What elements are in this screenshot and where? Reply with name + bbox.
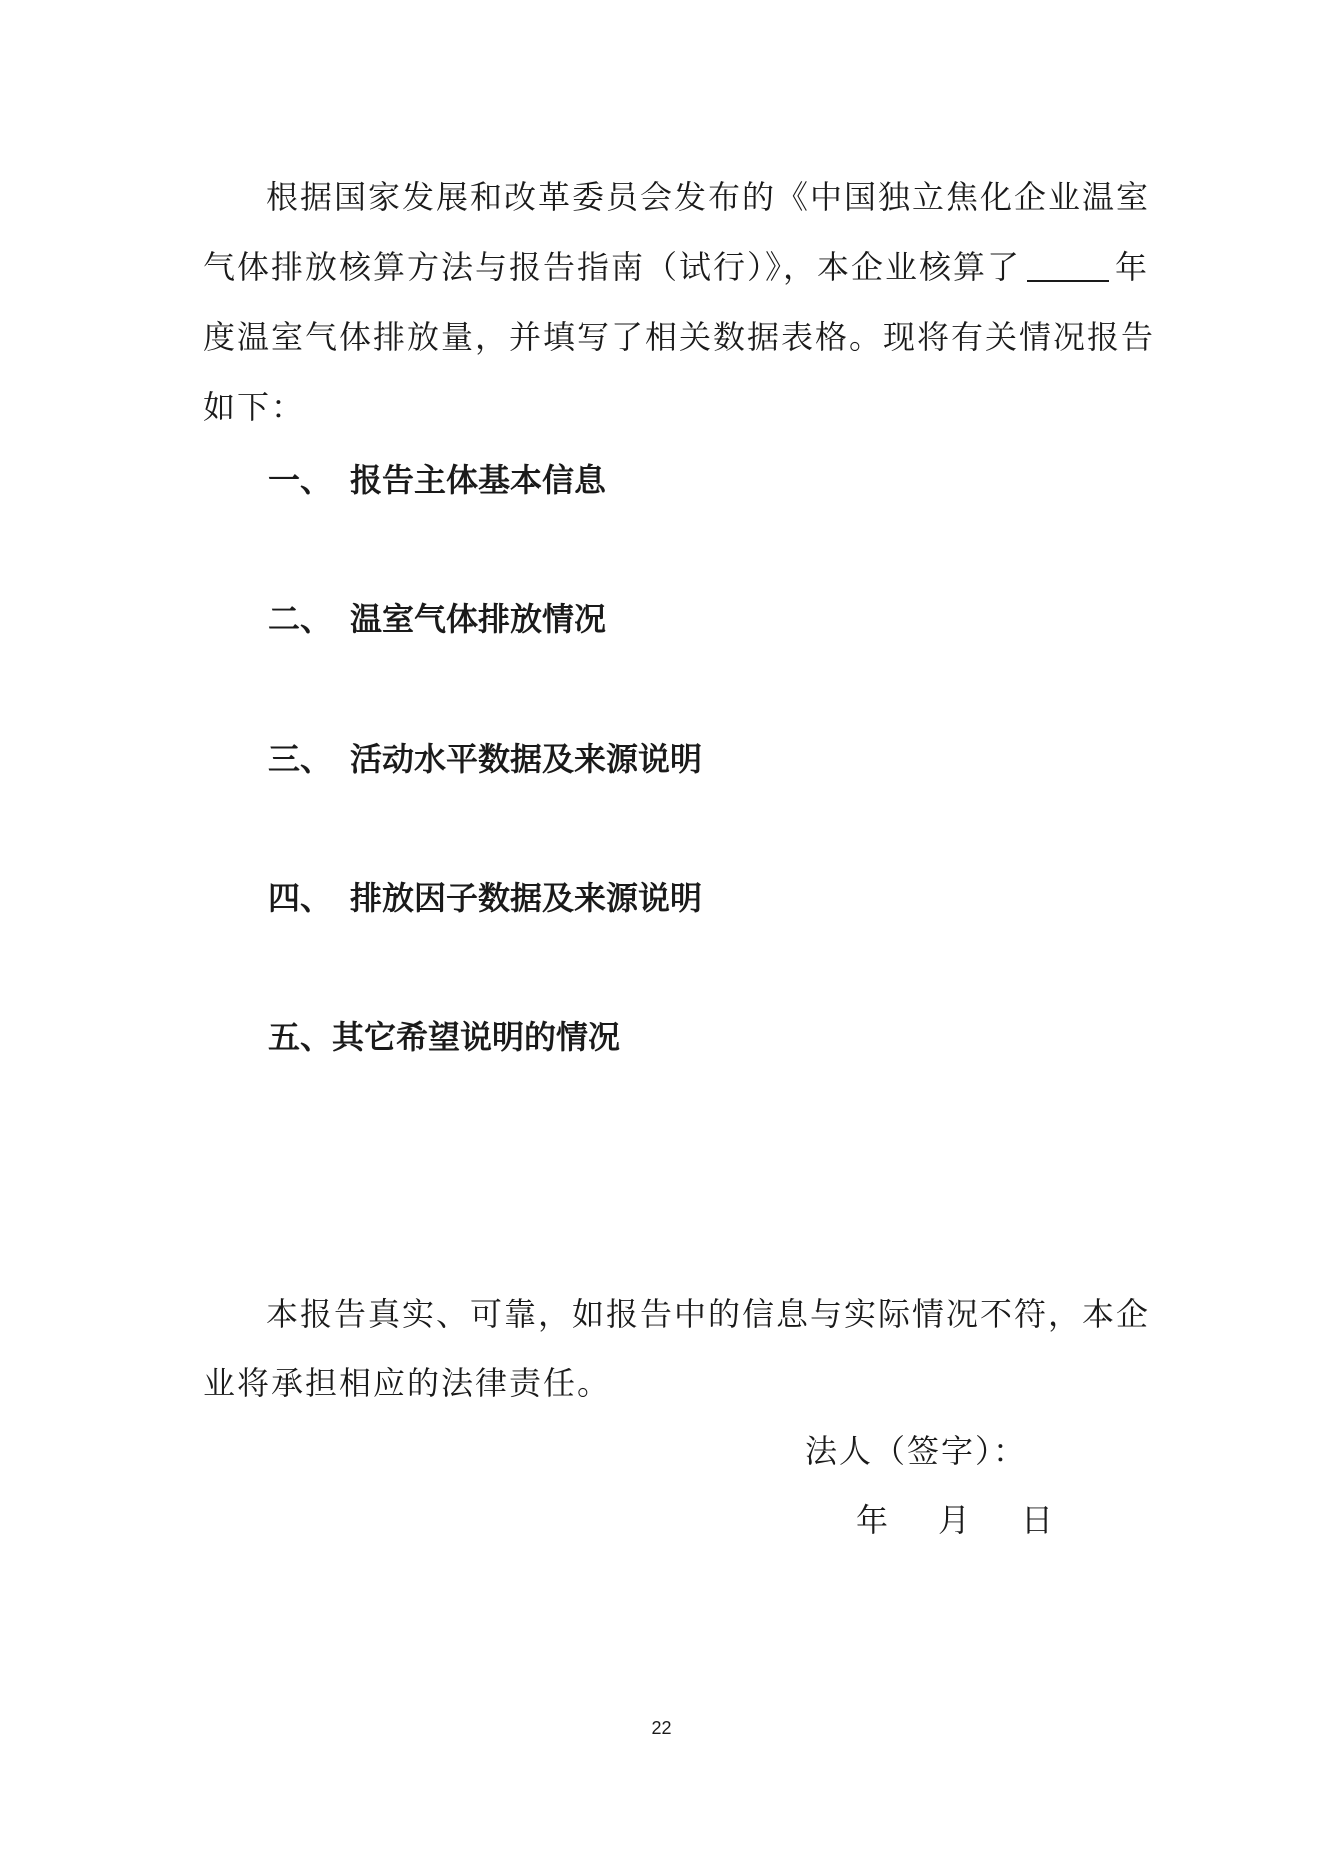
section-heading-2 bbox=[268, 594, 606, 640]
declaration-line-1: 本报告真实、可靠，如报告中的信息与实际情况不符，本企 bbox=[266, 1295, 1151, 1333]
section-heading-5 bbox=[268, 1012, 620, 1058]
section-number: 五、 bbox=[268, 1018, 333, 1056]
section-heading-3 bbox=[268, 734, 702, 780]
page-number: 22 bbox=[651, 1718, 672, 1738]
legal-representative-signature-label: 法人（签字）： bbox=[805, 1432, 1028, 1470]
date-day-label: 日 bbox=[1021, 1501, 1054, 1539]
section-title: 报告主体基本信息 bbox=[350, 461, 607, 499]
intro-line-3: 度温室气体排放量，并填写了相关数据表格。现将有关情况报告 bbox=[203, 318, 1156, 356]
intro-line-1: 根据国家发展和改革委员会发布的《中国独立焦化企业温室 bbox=[266, 178, 1151, 216]
section-heading-4 bbox=[268, 873, 702, 919]
section-number: 三、 bbox=[268, 740, 333, 778]
section-title: 温室气体排放情况 bbox=[350, 600, 607, 638]
section-heading-1 bbox=[268, 455, 606, 501]
year-blank-field bbox=[1027, 250, 1109, 282]
section-number: 四、 bbox=[268, 879, 333, 917]
intro-line-2-text: 气体排放核算方法与报告指南（试行）》，本企业核算了 bbox=[203, 248, 1022, 286]
section-title: 活动水平数据及来源说明 bbox=[350, 740, 703, 778]
date-month-label: 月 bbox=[938, 1501, 971, 1539]
section-number: 二、 bbox=[268, 600, 333, 638]
intro-line-2 bbox=[203, 242, 1149, 288]
section-title: 其它希望说明的情况 bbox=[332, 1018, 621, 1056]
date-year-label: 年 bbox=[856, 1501, 889, 1539]
intro-line-4: 如下： bbox=[203, 388, 306, 426]
declaration-line-2: 业将承担相应的法律责任。 bbox=[203, 1364, 612, 1402]
section-number: 一、 bbox=[268, 461, 333, 499]
intro-line-2-suffix: 年 bbox=[1115, 248, 1150, 286]
section-title: 排放因子数据及来源说明 bbox=[350, 879, 703, 917]
